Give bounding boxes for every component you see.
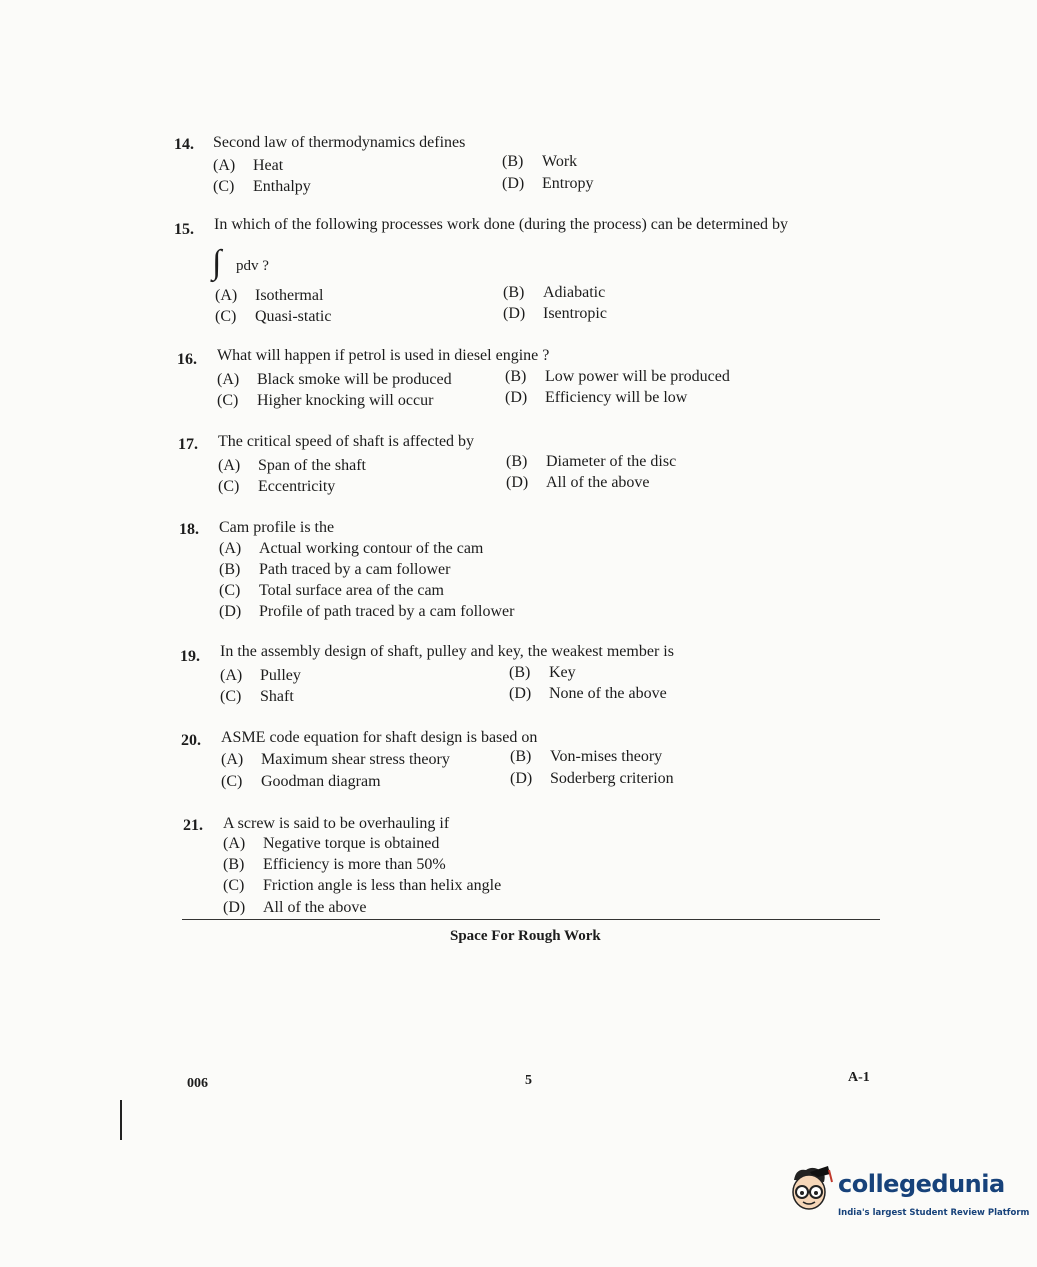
question-number: 18. bbox=[179, 521, 199, 538]
option-c: (C) Quasi-static bbox=[215, 308, 332, 325]
logo-wordmark: collegedunia bbox=[838, 1170, 1005, 1198]
divider-line bbox=[182, 919, 880, 920]
option-b: (B) Low power will be produced bbox=[505, 368, 730, 385]
question-text: A screw is said to be overhauling if bbox=[223, 815, 450, 832]
option-b: (B) Adiabatic bbox=[503, 284, 606, 301]
option-b: (B) Path traced by a cam follower bbox=[219, 561, 451, 578]
option-a: (A) Negative torque is obtained bbox=[223, 835, 440, 852]
option-a: (A) Actual working contour of the cam bbox=[219, 540, 484, 557]
option-d: (D) All of the above bbox=[506, 474, 650, 491]
question-number: 14. bbox=[174, 136, 194, 153]
formula-text: pdv ? bbox=[236, 258, 269, 274]
option-b: (B) Key bbox=[509, 664, 576, 681]
question-number: 15. bbox=[174, 221, 194, 238]
option-d: (D) All of the above bbox=[223, 899, 367, 916]
option-a: (A) Pulley bbox=[220, 667, 301, 684]
option-c: (C) Total surface area of the cam bbox=[219, 582, 444, 599]
option-a: (A) Span of the shaft bbox=[218, 457, 366, 474]
question-number: 20. bbox=[181, 732, 201, 749]
option-a: (A) Heat bbox=[213, 157, 284, 174]
question-number: 17. bbox=[178, 436, 198, 453]
paper-code: 006 bbox=[187, 1076, 208, 1091]
option-d: (D) Isentropic bbox=[503, 305, 607, 322]
option-c: (C) Goodman diagram bbox=[221, 773, 381, 790]
logo-tagline: India's largest Student Review Platform bbox=[838, 1208, 1030, 1218]
question-text: The critical speed of shaft is affected by bbox=[218, 433, 475, 450]
option-d: (D) Efficiency will be low bbox=[505, 389, 688, 406]
question-text: Cam profile is the bbox=[219, 519, 335, 536]
question-number: 21. bbox=[183, 817, 203, 834]
page-number: 5 bbox=[525, 1073, 532, 1088]
series-code: A-1 bbox=[848, 1070, 870, 1085]
option-c: (C) Shaft bbox=[220, 688, 294, 705]
option-d: (D) None of the above bbox=[509, 685, 667, 702]
option-d: (D) Profile of path traced by a cam follower bbox=[219, 603, 515, 620]
option-d: (D) Soderberg criterion bbox=[510, 770, 674, 787]
rough-work-heading: Space For Rough Work bbox=[450, 928, 601, 944]
mascot-icon bbox=[780, 1162, 836, 1218]
question-text: In the assembly design of shaft, pulley and key, the weakest member is bbox=[220, 643, 674, 660]
text-cursor-mark bbox=[120, 1100, 122, 1140]
question-text: In which of the following processes work done (during the process) can be determined by bbox=[214, 216, 789, 233]
collegedunia-logo bbox=[780, 1162, 1030, 1222]
question-number: 16. bbox=[177, 351, 197, 368]
question-number: 19. bbox=[180, 648, 200, 665]
option-c: (C) Enthalpy bbox=[213, 178, 311, 195]
option-b: (B) Efficiency is more than 50% bbox=[223, 856, 446, 873]
option-a: (A) Isothermal bbox=[215, 287, 324, 304]
option-c: (C) Higher knocking will occur bbox=[217, 392, 434, 409]
option-b: (B) Von-mises theory bbox=[510, 748, 663, 765]
option-d: (D) Entropy bbox=[502, 175, 594, 192]
question-text: Second law of thermodynamics defines bbox=[213, 134, 466, 151]
option-c: (C) Friction angle is less than helix angle bbox=[223, 877, 502, 894]
option-b: (B) Diameter of the disc bbox=[506, 453, 677, 470]
option-c: (C) Eccentricity bbox=[218, 478, 336, 495]
option-b: (B) Work bbox=[502, 153, 578, 170]
question-text: What will happen if petrol is used in diesel engine ? bbox=[217, 347, 550, 364]
option-a: (A) Maximum shear stress theory bbox=[221, 751, 450, 768]
integral-sign: ∫ bbox=[212, 244, 222, 281]
option-a: (A) Black smoke will be produced bbox=[217, 371, 452, 388]
question-text: ASME code equation for shaft design is based on bbox=[221, 729, 538, 746]
